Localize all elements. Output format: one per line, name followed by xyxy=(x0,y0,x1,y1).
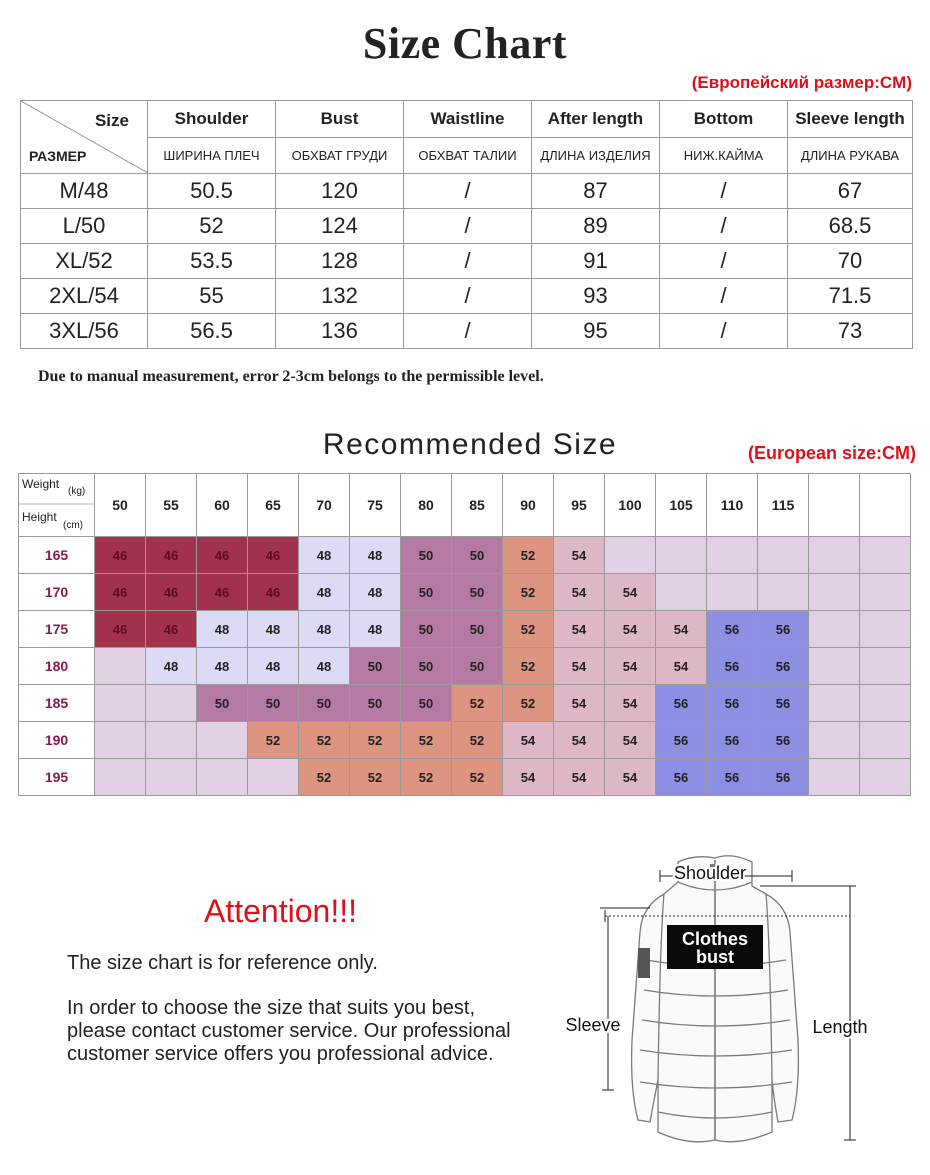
attention-heading: Attention!!! xyxy=(204,893,357,929)
value-cell: 120 xyxy=(276,174,404,209)
size-cell: 50 xyxy=(248,685,299,722)
corner-size-label: Size xyxy=(94,111,129,130)
size-cell: 52 xyxy=(503,574,554,611)
table-row xyxy=(21,314,913,349)
measurement-note: Due to manual measurement, error 2-3cm belongs to the permissible level. xyxy=(38,368,544,385)
size-cell: 50 xyxy=(299,685,350,722)
size-cell xyxy=(809,574,860,611)
size-cell: 48 xyxy=(350,611,401,648)
height-header: 165 xyxy=(19,537,95,574)
size-cell: 56 xyxy=(758,759,809,796)
size-cell: L/50 xyxy=(21,209,148,244)
column-header-ru: ШИРИНА ПЛЕЧ xyxy=(148,138,276,174)
size-cell: 52 xyxy=(452,722,503,759)
size-cell xyxy=(809,611,860,648)
height-header: 190 xyxy=(19,722,95,759)
weight-height-corner xyxy=(19,474,95,537)
page-title: Size Chart xyxy=(362,19,568,68)
unit-note-ru: (Европейский размер:CM) xyxy=(691,73,912,92)
value-cell: / xyxy=(660,174,788,209)
height-unit: (cm) xyxy=(63,520,83,531)
size-cell: 52 xyxy=(299,722,350,759)
table-row xyxy=(21,279,913,314)
weight-header: 105 xyxy=(656,474,707,537)
size-cell: 54 xyxy=(605,759,656,796)
size-cell: 54 xyxy=(554,759,605,796)
size-cell: 54 xyxy=(605,685,656,722)
size-cell: 50 xyxy=(452,537,503,574)
value-cell: / xyxy=(404,244,532,279)
value-cell: 91 xyxy=(532,244,660,279)
value-cell: 55 xyxy=(148,279,276,314)
size-cell: 52 xyxy=(503,537,554,574)
size-cell: 54 xyxy=(605,611,656,648)
size-cell: 54 xyxy=(605,648,656,685)
weight-header: 65 xyxy=(248,474,299,537)
weight-header: 90 xyxy=(503,474,554,537)
size-cell: 46 xyxy=(248,574,299,611)
size-cell: 52 xyxy=(503,685,554,722)
value-cell: 68.5 xyxy=(788,209,913,244)
size-cell: 54 xyxy=(554,648,605,685)
size-cell: 50 xyxy=(452,574,503,611)
weight-header: 75 xyxy=(350,474,401,537)
size-cell: 52 xyxy=(299,759,350,796)
size-cell: 50 xyxy=(452,611,503,648)
reference-note: The size chart is for reference only. xyxy=(67,952,378,974)
unit-note-en: (European size:CM) xyxy=(747,443,916,463)
jacket-measurement-diagram xyxy=(560,850,890,1155)
weight-header: 85 xyxy=(452,474,503,537)
column-header-ru: НИЖ.КАЙМА xyxy=(660,138,788,174)
height-header: 195 xyxy=(19,759,95,796)
size-cell xyxy=(758,574,809,611)
value-cell: 71.5 xyxy=(788,279,913,314)
size-cell xyxy=(809,648,860,685)
size-cell xyxy=(860,759,911,796)
column-header: Bottom xyxy=(660,101,788,138)
advice-note: In order to choose the size that suits you best, please contact customer service. Our professional customer service offers you professional advice. xyxy=(67,997,511,1065)
sleeve-label: Sleeve xyxy=(565,1015,621,1035)
size-cell: 52 xyxy=(350,722,401,759)
value-cell: 87 xyxy=(532,174,660,209)
size-cell xyxy=(860,685,911,722)
size-cell: 50 xyxy=(401,685,452,722)
size-cell xyxy=(95,722,146,759)
size-cell: 56 xyxy=(707,648,758,685)
weight-header: 110 xyxy=(707,474,758,537)
weight-header: 95 xyxy=(554,474,605,537)
size-cell xyxy=(248,759,299,796)
size-cell: 52 xyxy=(401,722,452,759)
size-cell: 48 xyxy=(248,648,299,685)
size-cell xyxy=(146,722,197,759)
value-cell: 136 xyxy=(276,314,404,349)
weight-label: Weight xyxy=(22,477,60,491)
weight-header xyxy=(860,474,911,537)
weight-header: 115 xyxy=(758,474,809,537)
height-row xyxy=(19,648,911,685)
value-cell: / xyxy=(404,209,532,244)
height-header: 180 xyxy=(19,648,95,685)
value-cell: 132 xyxy=(276,279,404,314)
size-cell xyxy=(605,537,656,574)
size-cell: 50 xyxy=(350,685,401,722)
size-cell: 48 xyxy=(197,648,248,685)
value-cell: 52 xyxy=(148,209,276,244)
size-cell: 46 xyxy=(146,611,197,648)
size-cell: 54 xyxy=(554,611,605,648)
height-row xyxy=(19,759,911,796)
size-cell: 48 xyxy=(299,611,350,648)
size-cell xyxy=(146,685,197,722)
height-header: 185 xyxy=(19,685,95,722)
size-cell: 50 xyxy=(401,611,452,648)
length-label: Length xyxy=(812,1017,868,1037)
value-cell: 50.5 xyxy=(148,174,276,209)
size-cell: 48 xyxy=(197,611,248,648)
recommended-size-table xyxy=(18,473,911,796)
weight-header xyxy=(809,474,860,537)
weight-header: 70 xyxy=(299,474,350,537)
height-row xyxy=(19,685,911,722)
value-cell: / xyxy=(660,209,788,244)
size-cell: 50 xyxy=(197,685,248,722)
size-cell xyxy=(95,648,146,685)
table-row xyxy=(21,209,913,244)
size-cell: 3XL/56 xyxy=(21,314,148,349)
size-cell: M/48 xyxy=(21,174,148,209)
shoulder-label: Shoulder xyxy=(673,863,747,883)
value-cell: 93 xyxy=(532,279,660,314)
jacket-outline xyxy=(632,856,799,1142)
size-cell xyxy=(809,759,860,796)
size-cell: 46 xyxy=(95,537,146,574)
size-chart-table xyxy=(20,100,913,349)
table-row xyxy=(21,244,913,279)
size-cell: 48 xyxy=(146,648,197,685)
value-cell: 67 xyxy=(788,174,913,209)
size-cell: XL/52 xyxy=(21,244,148,279)
column-header: After length xyxy=(532,101,660,138)
size-cell: 56 xyxy=(656,685,707,722)
size-cell: 46 xyxy=(95,574,146,611)
size-cell: 2XL/54 xyxy=(21,279,148,314)
height-row xyxy=(19,722,911,759)
value-cell: / xyxy=(404,279,532,314)
size-cell: 54 xyxy=(605,574,656,611)
weight-unit: (kg) xyxy=(68,486,86,497)
size-cell: 50 xyxy=(350,648,401,685)
size-cell: 46 xyxy=(95,611,146,648)
size-cell: 56 xyxy=(758,648,809,685)
weight-header: 55 xyxy=(146,474,197,537)
size-cell xyxy=(809,685,860,722)
value-cell: 53.5 xyxy=(148,244,276,279)
size-cell: 52 xyxy=(503,611,554,648)
size-cell: 50 xyxy=(452,648,503,685)
size-cell xyxy=(707,537,758,574)
size-cell xyxy=(197,759,248,796)
table-corner-cell xyxy=(21,101,148,174)
size-cell xyxy=(860,722,911,759)
size-cell: 48 xyxy=(299,574,350,611)
value-cell: 70 xyxy=(788,244,913,279)
value-cell: 73 xyxy=(788,314,913,349)
size-cell: 54 xyxy=(656,648,707,685)
size-cell xyxy=(95,759,146,796)
weight-header: 50 xyxy=(95,474,146,537)
size-cell: 56 xyxy=(707,685,758,722)
size-cell: 56 xyxy=(707,611,758,648)
size-cell: 48 xyxy=(299,648,350,685)
value-cell: 56.5 xyxy=(148,314,276,349)
weight-header: 80 xyxy=(401,474,452,537)
size-cell: 52 xyxy=(503,648,554,685)
size-cell xyxy=(146,759,197,796)
weight-header: 60 xyxy=(197,474,248,537)
size-cell: 50 xyxy=(401,574,452,611)
size-cell: 50 xyxy=(401,648,452,685)
size-cell: 54 xyxy=(554,722,605,759)
column-header-ru: ДЛИНА РУКАВА xyxy=(788,138,913,174)
size-cell xyxy=(656,537,707,574)
value-cell: / xyxy=(660,244,788,279)
size-cell: 46 xyxy=(146,574,197,611)
size-cell: 52 xyxy=(248,722,299,759)
size-cell xyxy=(656,574,707,611)
size-cell xyxy=(860,648,911,685)
column-header-ru: ОБХВАТ ТАЛИИ xyxy=(404,138,532,174)
size-cell xyxy=(809,722,860,759)
value-cell: 89 xyxy=(532,209,660,244)
size-cell: 56 xyxy=(758,611,809,648)
size-cell: 56 xyxy=(707,722,758,759)
value-cell: / xyxy=(404,174,532,209)
value-cell: 95 xyxy=(532,314,660,349)
size-cell xyxy=(95,685,146,722)
size-cell: 52 xyxy=(401,759,452,796)
column-header: Bust xyxy=(276,101,404,138)
size-cell: 54 xyxy=(605,722,656,759)
value-cell: / xyxy=(660,314,788,349)
size-cell: 56 xyxy=(707,759,758,796)
size-cell: 48 xyxy=(350,537,401,574)
size-cell: 54 xyxy=(554,574,605,611)
size-cell xyxy=(860,574,911,611)
size-cell: 52 xyxy=(350,759,401,796)
height-header: 175 xyxy=(19,611,95,648)
size-cell: 46 xyxy=(197,574,248,611)
value-cell: 124 xyxy=(276,209,404,244)
recommended-title: Recommended Size xyxy=(322,428,618,461)
corner-ru-label: РАЗМЕР xyxy=(29,148,87,164)
size-cell: 48 xyxy=(248,611,299,648)
value-cell: / xyxy=(404,314,532,349)
size-cell: 54 xyxy=(554,537,605,574)
size-cell xyxy=(860,537,911,574)
size-cell: 46 xyxy=(146,537,197,574)
value-cell: 128 xyxy=(276,244,404,279)
size-cell: 46 xyxy=(248,537,299,574)
size-cell: 54 xyxy=(554,685,605,722)
bust-label-line1: Clothes xyxy=(681,929,749,949)
weight-header: 100 xyxy=(605,474,656,537)
size-cell xyxy=(758,537,809,574)
height-header: 170 xyxy=(19,574,95,611)
size-cell: 54 xyxy=(656,611,707,648)
height-row xyxy=(19,537,911,574)
height-row xyxy=(19,611,911,648)
size-cell: 50 xyxy=(401,537,452,574)
size-cell xyxy=(197,722,248,759)
height-label: Height xyxy=(22,510,57,524)
height-row xyxy=(19,574,911,611)
bust-label-line2: bust xyxy=(696,947,734,967)
table-row xyxy=(21,174,913,209)
size-cell: 56 xyxy=(656,722,707,759)
size-cell: 48 xyxy=(299,537,350,574)
column-header-ru: ДЛИНА ИЗДЕЛИЯ xyxy=(532,138,660,174)
size-cell xyxy=(809,537,860,574)
size-cell xyxy=(707,574,758,611)
size-cell: 52 xyxy=(452,685,503,722)
size-cell: 52 xyxy=(452,759,503,796)
column-header-ru: ОБХВАТ ГРУДИ xyxy=(276,138,404,174)
column-header: Sleeve length xyxy=(788,101,913,138)
column-header: Waistline xyxy=(404,101,532,138)
size-cell xyxy=(860,611,911,648)
column-header: Shoulder xyxy=(148,101,276,138)
size-cell: 56 xyxy=(758,685,809,722)
size-cell: 56 xyxy=(656,759,707,796)
size-cell: 56 xyxy=(758,722,809,759)
value-cell: / xyxy=(660,279,788,314)
size-cell: 46 xyxy=(197,537,248,574)
size-cell: 54 xyxy=(503,722,554,759)
size-cell: 48 xyxy=(350,574,401,611)
size-cell: 54 xyxy=(503,759,554,796)
